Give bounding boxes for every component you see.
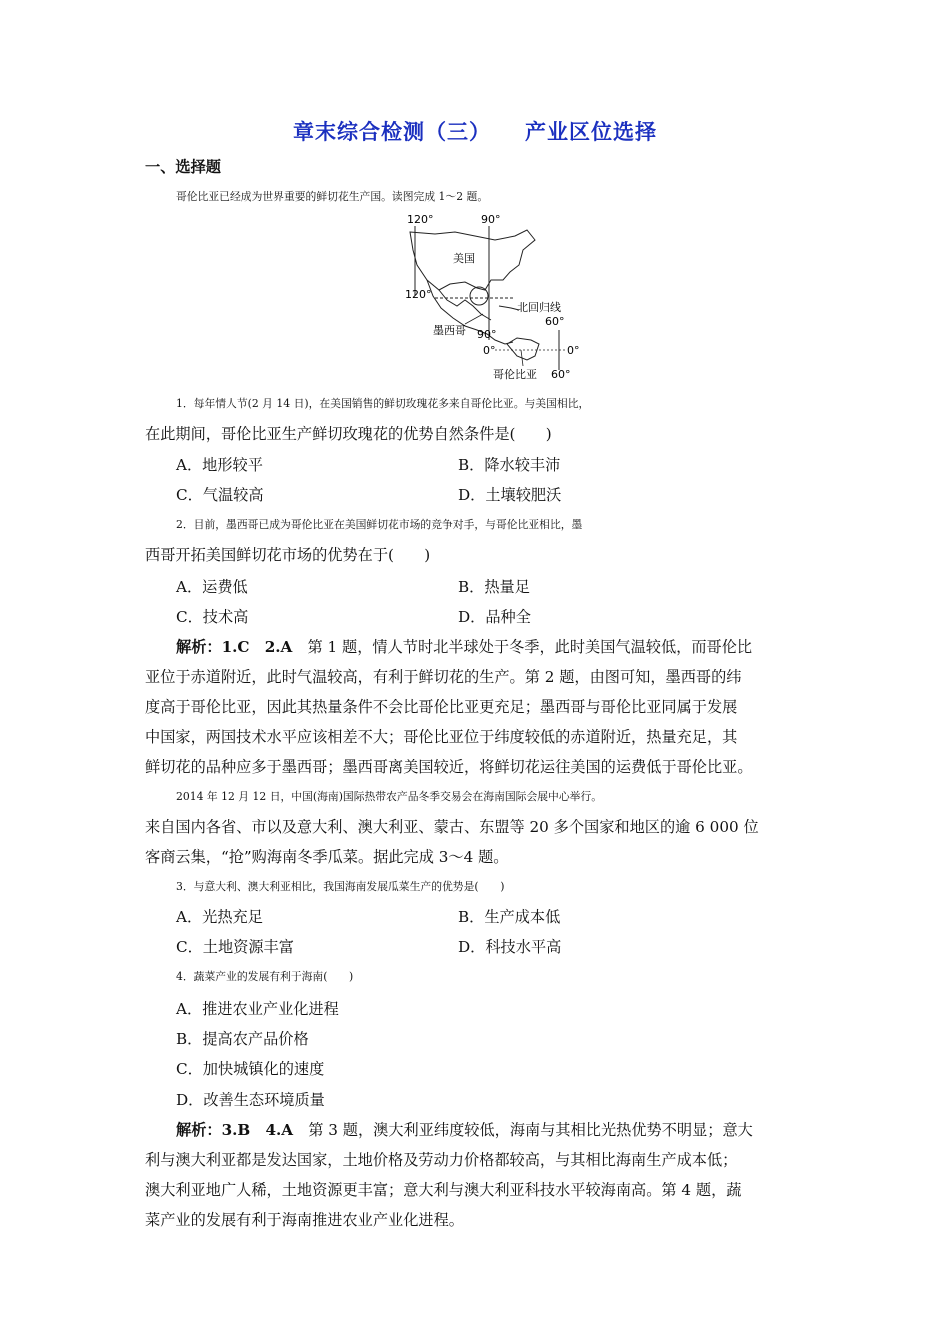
q4-stem: 4．蔬菜产业的发展有利于海南( ) bbox=[176, 970, 354, 983]
caribbean-islands bbox=[499, 306, 519, 310]
label-colombia: 哥伦比亚 bbox=[493, 368, 537, 381]
q3-option-c: C．土地资源丰富 bbox=[176, 938, 294, 956]
analysis1-line2: 亚位于赤道附近，此时气温较高，有利于鲜切花的生产。第 2 题，由图可知，墨西哥的纬 bbox=[145, 668, 742, 686]
label-lon-90-top: 90° bbox=[481, 213, 501, 226]
label-tropic: 北回归线 bbox=[517, 301, 561, 314]
analysis1-line4: 中国家，两国技术水平应该相差不大；哥伦比亚位于纬度较低的赤道附近，热量充足，其 bbox=[145, 728, 738, 746]
label-lon-120-top: 120° bbox=[407, 213, 434, 226]
map-figure bbox=[395, 210, 595, 385]
q2-option-c: C．技术高 bbox=[176, 608, 249, 626]
analysis2-line4: 菜产业的发展有利于海南推进农业产业化进程。 bbox=[145, 1211, 464, 1229]
analysis2-text1: 第 3 题，澳大利亚纬度较低，海南与其相比光热优势不明显；意大 bbox=[308, 1121, 753, 1139]
q4-option-a: A．推进农业产业化进程 bbox=[176, 1000, 339, 1018]
q2-option-d: D．品种全 bbox=[458, 608, 531, 626]
mexico-gulf-coast bbox=[439, 290, 491, 320]
q1-option-c: C．气温较高 bbox=[176, 486, 264, 504]
q1-option-b: B．降水较丰沛 bbox=[458, 456, 561, 474]
label-mexico: 墨西哥 bbox=[433, 324, 466, 337]
intro2-line3: 客商云集，“抢”购海南冬季瓜菜。据此完成 3～4 题。 bbox=[145, 848, 509, 866]
q2-stem-line1: 2．目前，墨西哥已成为哥伦比亚在美国鲜切花市场的竞争对手，与哥伦比亚相比，墨 bbox=[176, 518, 583, 531]
q4-option-b: B．提高农产品价格 bbox=[176, 1030, 309, 1048]
q2-option-a: A．运费低 bbox=[176, 578, 248, 596]
colombia-outline bbox=[507, 338, 539, 360]
q3-stem: 3．与意大利、澳大利亚相比，我国海南发展瓜菜生产的优势是( ) bbox=[176, 880, 505, 893]
q2-stem-line2: 西哥开拓美国鲜切花市场的优势在于( ) bbox=[145, 546, 431, 564]
q1-option-d: D．土壤较肥沃 bbox=[458, 486, 562, 504]
label-zero-left: 0° bbox=[483, 344, 496, 357]
q1-stem-line2: 在此期间，哥伦比亚生产鲜切玫瑰花的优势自然条件是( ) bbox=[145, 425, 552, 443]
q1-option-a: A．地形较平 bbox=[176, 456, 263, 474]
section-heading: 一、选择题 bbox=[145, 158, 221, 176]
label-lat-120: 120° bbox=[405, 288, 432, 301]
label-lon-60-right: 60° bbox=[545, 315, 565, 328]
analysis2-line2: 利与澳大利亚都是发达国家，土地价格及劳动力价格都较高，与其相比海南生产成本低； bbox=[145, 1151, 738, 1169]
q3-option-d: D．科技水平高 bbox=[458, 938, 562, 956]
q4-option-d: D．改善生态环境质量 bbox=[176, 1091, 325, 1109]
q3-option-b: B．生产成本低 bbox=[458, 908, 561, 926]
title-topic: 产业区位选择 bbox=[525, 120, 657, 144]
gulf-circle bbox=[470, 287, 488, 305]
analysis2-line3: 澳大利亚地广人稀，土地资源更丰富；意大利与澳大利亚科技水平较海南高。第 4 题，蔬 bbox=[145, 1181, 742, 1199]
analysis2-answers: 3.B 4.A bbox=[221, 1121, 309, 1139]
analysis1-answers: 1.C 2.A bbox=[221, 638, 308, 656]
analysis2-label: 解析： bbox=[176, 1121, 222, 1139]
label-usa: 美国 bbox=[453, 252, 475, 265]
intro2-line2: 来自国内各省、市以及意大利、澳大利亚、蒙古、东盟等 20 多个国家和地区的逾 6 000 位 bbox=[145, 818, 759, 836]
q4-option-c: C．加快城镇化的速度 bbox=[176, 1060, 325, 1078]
label-lon-60-bottom: 60° bbox=[551, 368, 571, 381]
analysis1-line1 bbox=[176, 637, 810, 657]
analysis2-line1 bbox=[176, 1120, 810, 1140]
analysis1-line3: 度高于哥伦比亚，因此其热量条件不会比哥伦比亚更充足；墨西哥与哥伦比亚同属于发展 bbox=[145, 698, 738, 716]
label-zero-right: 0° bbox=[567, 344, 580, 357]
page-title bbox=[0, 116, 950, 146]
analysis1-label: 解析： bbox=[176, 638, 222, 656]
q1-stem-line1: 1．每年情人节(2 月 14 日)，在美国销售的鲜切玫瑰花多来自哥伦比亚。与美国相比， bbox=[176, 397, 590, 410]
title-chapter: 章末综合检测（三） bbox=[293, 120, 491, 144]
q2-option-b: B．热量足 bbox=[458, 578, 530, 596]
mexico-pointer bbox=[465, 314, 483, 324]
intro-paragraph-1: 哥伦比亚已经成为世界重要的鲜切花生产国。读图完成 1～2 题。 bbox=[176, 190, 489, 203]
q3-option-a: A．光热充足 bbox=[176, 908, 263, 926]
analysis1-line5: 鲜切花的品种应多于墨西哥；墨西哥离美国较近，将鲜切花运往美国的运费低于哥伦比亚。 bbox=[145, 758, 753, 776]
analysis1-text1: 第 1 题，情人节时北半球处于冬季，此时美国气温较低，而哥伦比 bbox=[307, 638, 753, 656]
label-lon-90-mid: 90° bbox=[477, 328, 497, 341]
intro2-line1: 2014 年 12 月 12 日，中国(海南)国际热带农产品冬季交易会在海南国际会展中心举行。 bbox=[176, 790, 603, 803]
